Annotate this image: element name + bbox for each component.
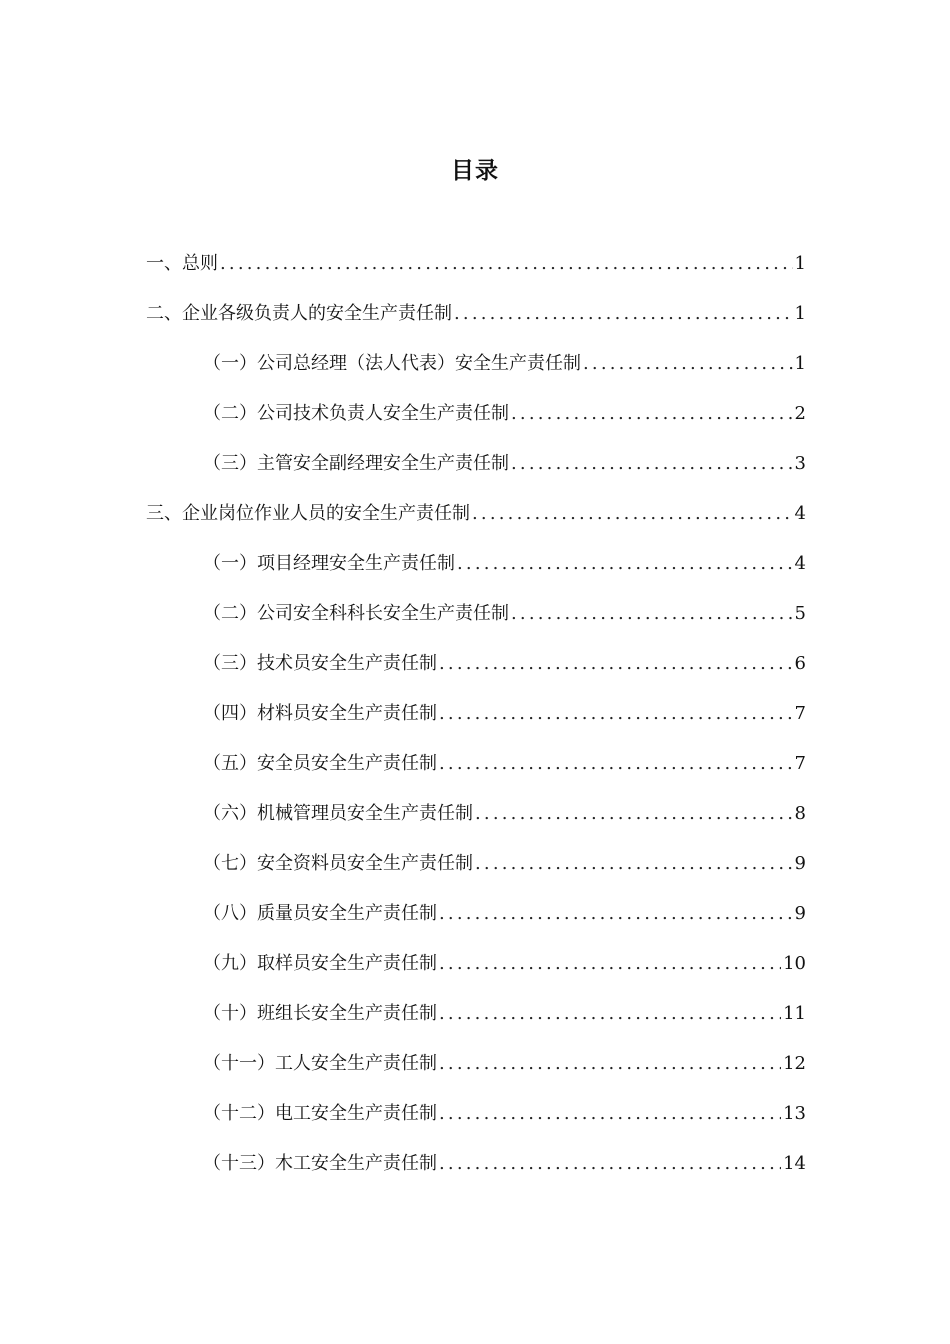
- toc-entry-page-number: 1: [794, 303, 806, 324]
- toc-entry-page-number: 4: [794, 553, 806, 574]
- toc-entry-page-number: 6: [794, 653, 806, 674]
- toc-entry[interactable]: [146, 394, 806, 444]
- toc-entry[interactable]: [146, 294, 806, 344]
- dot-leader: [439, 894, 793, 934]
- dot-leader: [439, 744, 793, 784]
- toc-entry-page-number: 7: [794, 703, 806, 724]
- toc-entry-page-number: 5: [794, 603, 806, 624]
- toc-entry-title: （四）材料员安全生产责任制: [203, 703, 437, 724]
- dot-leader: [511, 594, 793, 634]
- toc-entry-title: 三、企业岗位作业人员的安全生产责任制: [146, 503, 470, 524]
- toc-entry-title: （一）公司总经理（法人代表）安全生产责任制: [203, 353, 581, 374]
- toc-entry-page-number: 4: [794, 503, 806, 524]
- dot-leader: [475, 844, 793, 884]
- dot-leader: [439, 1144, 781, 1184]
- dot-leader: [583, 344, 793, 384]
- toc-entry[interactable]: [146, 744, 806, 794]
- dot-leader: [439, 944, 781, 984]
- dot-leader: [439, 994, 781, 1034]
- dot-leader: [439, 1044, 781, 1084]
- toc-entry[interactable]: [146, 844, 806, 894]
- table-of-contents: [146, 244, 806, 1194]
- toc-entry[interactable]: [146, 544, 806, 594]
- toc-entry-page-number: 10: [783, 953, 806, 974]
- dot-leader: [454, 294, 793, 334]
- toc-entry[interactable]: [146, 694, 806, 744]
- toc-entry-page-number: 1: [794, 353, 806, 374]
- toc-entry[interactable]: [146, 244, 806, 294]
- toc-entry-title: （一）项目经理安全生产责任制: [203, 553, 455, 574]
- toc-entry[interactable]: [146, 1144, 806, 1194]
- toc-entry[interactable]: [146, 944, 806, 994]
- toc-entry[interactable]: [146, 894, 806, 944]
- toc-entry-title: （九）取样员安全生产责任制: [203, 953, 437, 974]
- toc-entry[interactable]: [146, 994, 806, 1044]
- dot-leader: [457, 544, 793, 584]
- toc-entry-page-number: 3: [794, 453, 806, 474]
- toc-entry[interactable]: [146, 344, 806, 394]
- toc-entry-page-number: 8: [794, 803, 806, 824]
- toc-entry-title: （七）安全资料员安全生产责任制: [203, 853, 473, 874]
- dot-leader: [439, 644, 793, 684]
- toc-entry[interactable]: [146, 594, 806, 644]
- toc-entry-title: （二）公司技术负责人安全生产责任制: [203, 403, 509, 424]
- dot-leader: [511, 394, 793, 434]
- dot-leader: [439, 694, 793, 734]
- toc-entry-title: （十）班组长安全生产责任制: [203, 1003, 437, 1024]
- toc-entry-title: （三）技术员安全生产责任制: [203, 653, 437, 674]
- toc-entry-page-number: 14: [783, 1153, 806, 1174]
- toc-entry-page-number: 1: [794, 253, 806, 274]
- toc-entry-title: （十三）木工安全生产责任制: [203, 1153, 437, 1174]
- dot-leader: [472, 494, 793, 534]
- dot-leader: [220, 244, 793, 284]
- toc-entry[interactable]: [146, 494, 806, 544]
- toc-entry-title: （八）质量员安全生产责任制: [203, 903, 437, 924]
- toc-entry-title: （五）安全员安全生产责任制: [203, 753, 437, 774]
- toc-entry-page-number: 9: [794, 853, 806, 874]
- dot-leader: [475, 794, 793, 834]
- toc-entry[interactable]: [146, 1094, 806, 1144]
- toc-entry-title: （二）公司安全科科长安全生产责任制: [203, 603, 509, 624]
- toc-entry-title: 二、企业各级负责人的安全生产责任制: [146, 303, 452, 324]
- toc-entry-title: （十二）电工安全生产责任制: [203, 1103, 437, 1124]
- toc-entry-page-number: 13: [783, 1103, 806, 1124]
- toc-entry-page-number: 11: [783, 1003, 806, 1024]
- toc-entry-title: （三）主管安全副经理安全生产责任制: [203, 453, 509, 474]
- toc-entry[interactable]: [146, 444, 806, 494]
- toc-entry-title: （十一）工人安全生产责任制: [203, 1053, 437, 1074]
- toc-entry-page-number: 9: [794, 903, 806, 924]
- toc-entry-title: 一、总则: [146, 253, 218, 274]
- toc-entry[interactable]: [146, 794, 806, 844]
- dot-leader: [511, 444, 793, 484]
- page-title: 目录: [451, 157, 499, 184]
- toc-entry[interactable]: [146, 1044, 806, 1094]
- toc-entry-page-number: 2: [794, 403, 806, 424]
- toc-entry-page-number: 7: [794, 753, 806, 774]
- toc-entry-title: （六）机械管理员安全生产责任制: [203, 803, 473, 824]
- toc-entry-page-number: 12: [783, 1053, 806, 1074]
- toc-entry[interactable]: [146, 644, 806, 694]
- dot-leader: [439, 1094, 781, 1134]
